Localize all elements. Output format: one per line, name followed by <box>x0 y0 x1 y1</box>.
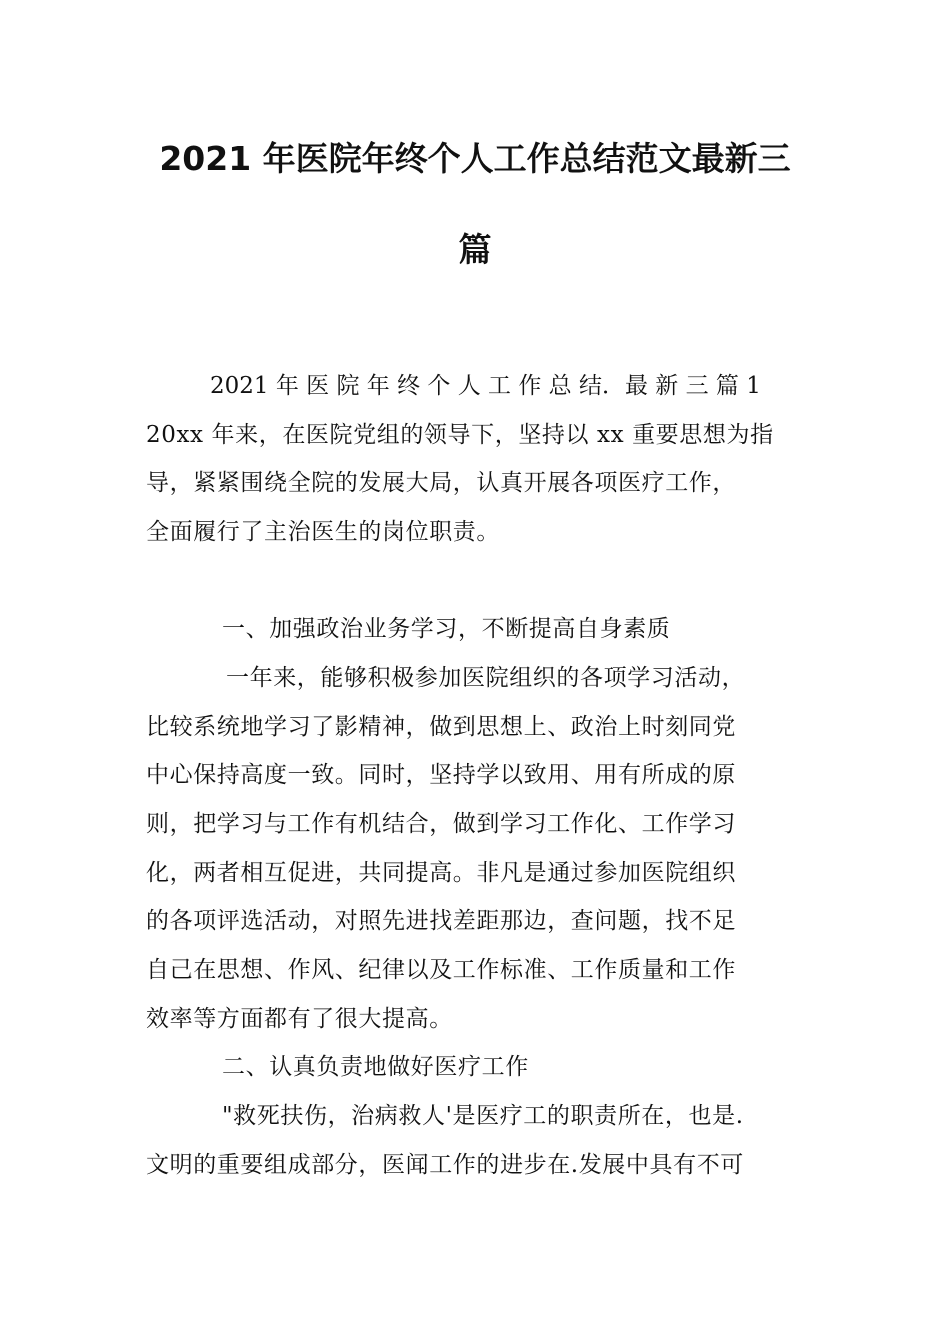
paragraph-line: 自己在思想、作风、纪律以及工作标准、工作质量和工作 <box>146 957 736 983</box>
section-heading-2: 二、认真负责地做好医疗工作 <box>222 1054 529 1080</box>
paragraph-line: 中心保持高度一致。同时，坚持学以致用、用有所成的原 <box>146 762 736 788</box>
document-title-line-1: 2021 年医院年终个人工作总结范文最新三 <box>159 139 791 178</box>
paragraph-line: 一年来，能够积极参加医院组织的各项学习活动， <box>226 665 746 691</box>
paragraph-line: 文明的重要组成部分，医闻工作的进步在.发展中具有不可 <box>146 1152 744 1178</box>
paragraph-line: 化，两者相互促进，共同提高。非凡是通过参加医院组织 <box>146 860 736 886</box>
paragraph-line: 的各项评选活动，对照先进找差距那边，查问题，找不足 <box>146 908 736 934</box>
section-heading-1: 一、加强政治业务学习，不断提高自身素质 <box>222 616 671 642</box>
paragraph-line: 20xx 年来，在医院党组的领导下，坚持以 xx 重要思想为指 <box>146 422 774 448</box>
paragraph-heading-line: 2021 年 医 院 年 终 个 人 工 作 总 结．最 新 三 篇 1 <box>210 373 761 399</box>
paragraph-line: 比较系统地学习了影精神，做到思想上、政治上时刻同党 <box>146 714 736 740</box>
paragraph-line: 导，紧紧围绕全院的发展大局，认真开展各项医疗工作， <box>146 470 736 496</box>
document-title-line-2: 篇 <box>458 230 492 269</box>
paragraph-line: 则，把学习与工作有机结合，做到学习工作化、工作学习 <box>146 811 736 837</box>
paragraph-line: "救死扶伤，治病救人'是医疗工的职责所在，也是. <box>222 1103 744 1129</box>
paragraph-line: 全面履行了主治医生的岗位职责。 <box>146 519 500 545</box>
paragraph-line: 效率等方面都有了很大提高。 <box>146 1006 453 1032</box>
